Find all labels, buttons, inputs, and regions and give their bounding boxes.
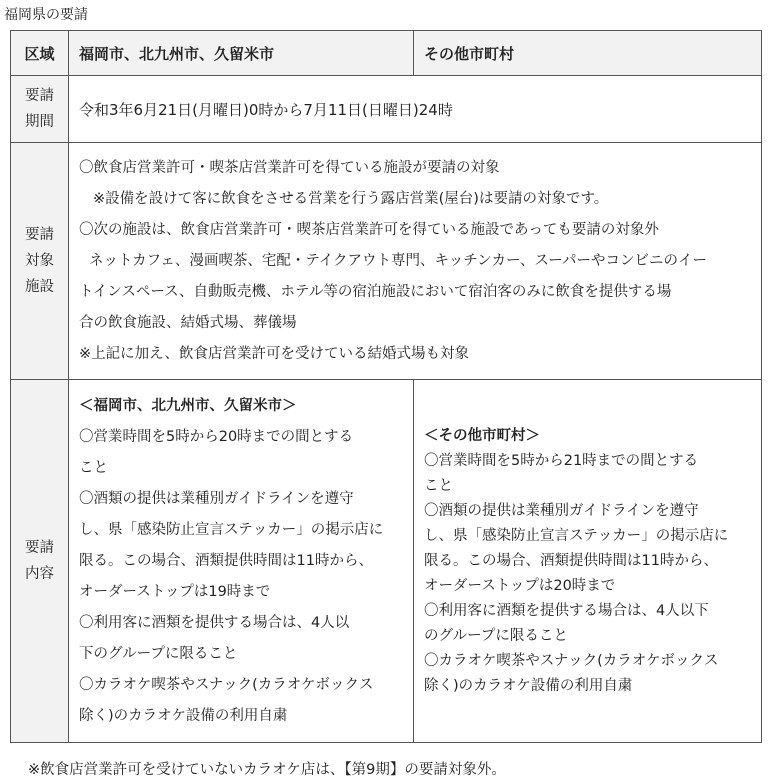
content-line: こと [79,459,108,476]
content-line: 〇カラオケ喫茶やスナック(カラオケボックス [79,676,374,693]
content-label-line: 要請 [25,540,54,556]
col-other-header: その他市町村 [414,31,762,76]
content-line: し、県「感染防止宣言ステッカー」の掲示店に [79,521,384,538]
content-line: 〇利用客に酒類を提供する場合は、4人以 [79,614,350,631]
header-row [11,31,762,76]
period-label-line: 期間 [25,114,54,130]
facility-label-line: 施設 [25,279,54,295]
content-line: 除く)のカラオケ設備の利用自粛 [79,707,288,724]
content-line: 〇酒類の提供は業種別ガイドラインを遵守 [79,490,354,507]
facility-line: ※設備を設けて客に飲食をさせる営業を行う露店営業(屋台)は要請の対象です。 [93,190,609,207]
content-label-line: 内容 [25,566,54,582]
period-value: 令和3年6月21日(月曜日)0時から7月11日(日曜日)24時 [69,76,762,143]
period-label [11,76,69,143]
period-label-line: 要請 [25,88,54,104]
content-other [414,380,762,743]
content-line: のグループに限ること [424,627,568,644]
content-line: 〇営業時間を5時から20時までの間とする [79,428,354,445]
facility-label [11,143,69,380]
content-line: 限る。この場合、酒類提供時間は11時から、 [79,552,373,569]
facility-label-line: 対象 [25,253,54,269]
facility-line: 〇次の施設は、飲食店営業許可・喫茶店営業許可を得ている施設であっても要請の対象外 [79,221,659,238]
content-line: 限る。この場合、酒類提供時間は11時から、 [424,552,718,569]
content-line: 除く)のカラオケ設備の利用自粛 [424,677,633,694]
table-caption: 福岡県の要請 [4,7,88,23]
content-line: こと [424,477,453,494]
area-header: 区域 [11,31,69,76]
content-row [11,380,762,743]
content-line: 下のグループに限ること [79,645,238,662]
content-fukuoka [69,380,414,743]
content-fukuoka-heading: ＜福岡市、北九州市、久留米市＞ [79,397,297,414]
facility-value [69,143,762,380]
content-line: 〇利用客に酒類を提供する場合は、4人以下 [424,602,709,619]
facility-row [11,143,762,380]
facility-line: 合の飲食施設、結婚式場、葬儀場 [79,314,297,331]
facility-line: 〇飲食店営業許可・喫茶店営業許可を得ている施設が要請の対象 [79,159,500,176]
content-line: し、県「感染防止宣言ステッカー」の掲示店に [424,527,729,544]
facility-label-line: 要請 [25,227,54,243]
request-table [10,30,762,743]
col-fukuoka-header: 福岡市、北九州市、久留米市 [69,31,414,76]
content-line: 〇カラオケ喫茶やスナック(カラオケボックス [424,652,719,669]
content-line: 〇酒類の提供は業種別ガイドラインを遵守 [424,502,699,519]
facility-line: ネットカフェ、漫画喫茶、宅配・テイクアウト専門、キッチンカー、スーパーやコンビニのイー [89,252,707,269]
content-line: 〇営業時間を5時から21時までの間とする [424,452,699,469]
footnote: ※飲食店営業許可を受けていないカラオケ店は、【第9期】の要請対象外。 [28,762,506,778]
content-label [11,380,69,743]
content-other-heading: ＜その他市町村＞ [424,427,540,444]
facility-line: トインスペース、自動販売機、ホテル等の宿泊施設において宿泊客のみに飲食を提供する場 [79,283,672,300]
content-line: オーダーストップは20時まで [424,577,616,594]
content-line: オーダーストップは19時まで [79,583,271,600]
period-row [11,76,762,143]
facility-line: ※上記に加え、飲食店営業許可を受けている結婚式場も対象 [79,345,470,362]
